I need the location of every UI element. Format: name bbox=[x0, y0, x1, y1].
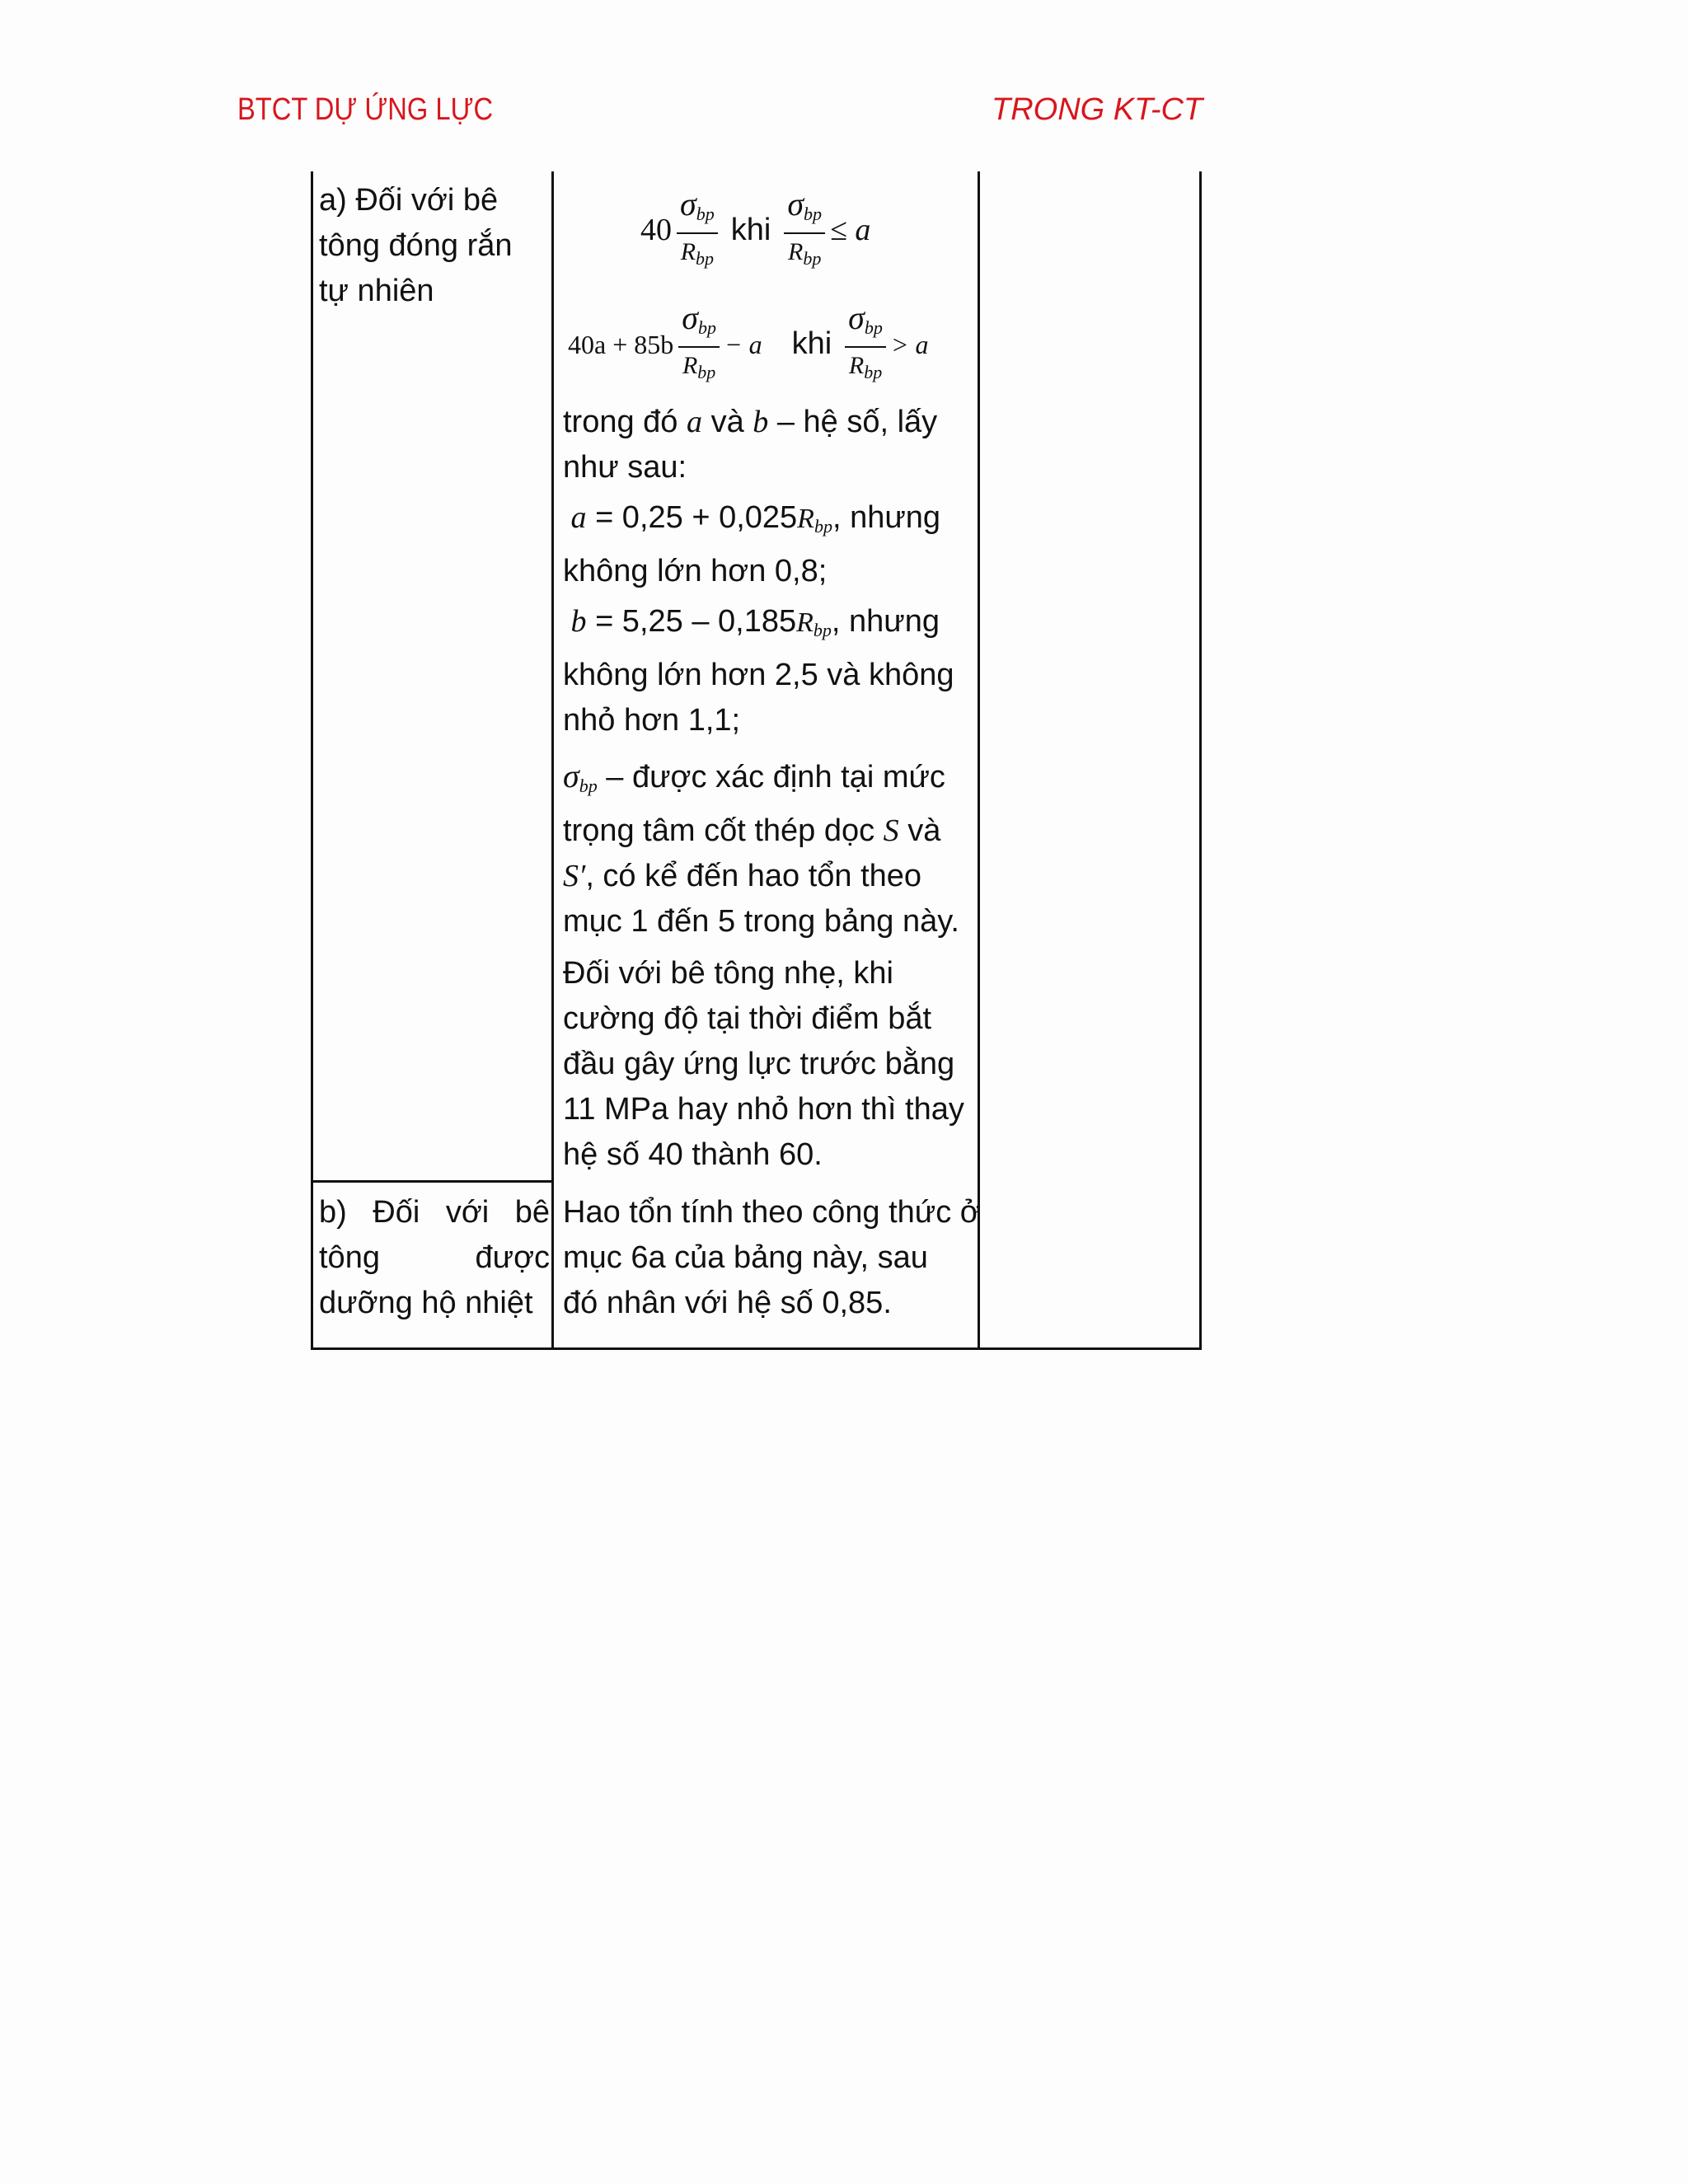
header-left-title: BTCT DỰ ỨNG LỰC bbox=[237, 92, 494, 127]
row-divider-col1 bbox=[311, 1180, 553, 1183]
lightweight-concrete-note: Đối với bê tông nhẹ, khi cường độ tại thời điểm bắt đầu gây ứng lực trước bằng 11 MPa hay nhỏ hơn thì thay hệ số 40 thành 60. bbox=[563, 956, 964, 1172]
table-border-right bbox=[1199, 171, 1202, 1350]
formula-sigma-large: 40a + 85b $\frac{\sigma_{bp}}{R_{bp}}$ − a khi $\frac{\sigma_{bp}}{R_{bp}}$ > a bbox=[568, 300, 928, 391]
coefficients-intro: trong đó a và b – hệ số, lấy bbox=[563, 405, 938, 439]
alpha-formula: $a = 0,25 + 0,025R_{bp}$, nhưng bbox=[570, 500, 941, 537]
fraction-sigma-over-r: $\frac{\sigma_{bp}}{R_{bp}}$ bbox=[845, 300, 886, 391]
sigma-definition: $\sigma_{bp}$ – được xác định tại mức bbox=[563, 757, 945, 796]
loss-table bbox=[311, 171, 1213, 1350]
row-a-description: trong đó a và b – hệ số, lấy như sau: $a = 0,25 + 0,025R_{bp}$, nhưng không lớn hơn 0,8; $b = 5,25 - 0,185R_{bp}$, nhưng không lớn hơn 2,5 và không nhỏ hơn 1,1; $\sigma_{bp}$ – được xác định tại mức trọng tâm cốt thép dọc S và S′, có kể đến hao tổn theo mục 1 đến 5 trong bảng này. Đối với bê tông nhẹ, khi cường độ tại thời điểm bắt đầu gây ứng lực trước bằng 11 MPa hay nhỏ hơn thì thay hệ số 40 thành 60. bbox=[563, 400, 992, 1178]
header-right-title: TRONG KT-CT bbox=[992, 92, 1203, 127]
row-b-description: Hao tổn tính theo công thức ở mục 6a của bảng này, sau đó nhân với hệ số 0,85. bbox=[563, 1195, 981, 1320]
row-a-label: a) Đối với bê tông đóng rắn tự nhiên bbox=[319, 183, 513, 308]
table-border-left bbox=[311, 171, 313, 1350]
beta-formula: $b = 5,25 - 0,185R_{bp}$, nhưng bbox=[570, 604, 940, 640]
column-divider-1 bbox=[551, 171, 554, 1350]
fraction-sigma-over-r: $\frac{\sigma_{bp}}{R_{bp}}$ bbox=[784, 186, 825, 277]
fraction-sigma-over-r: $\frac{\sigma_{bp}}{R_{bp}}$ bbox=[678, 300, 720, 391]
formula-sigma-small: 40 $\frac{\sigma_{bp}}{R_{bp}}$ khi $\frac{\sigma_{bp}}{R_{bp}}$ ≤ a bbox=[640, 186, 870, 277]
table-border-bottom bbox=[311, 1347, 1202, 1350]
fraction-sigma-over-r: $\frac{\sigma_{bp}}{R_{bp}}$ bbox=[677, 186, 718, 277]
row-b-label: b) Đối với bê tông được dưỡng hộ nhiệt bbox=[319, 1195, 550, 1320]
